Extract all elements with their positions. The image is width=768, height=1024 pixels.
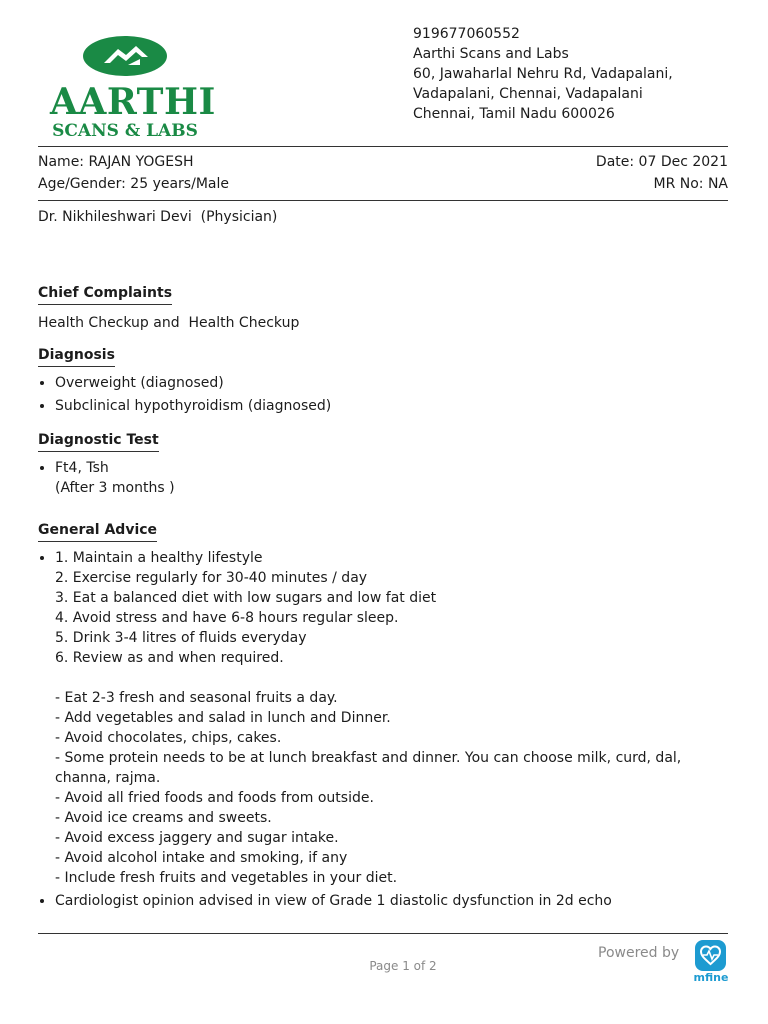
clinic-name: Aarthi Scans and Labs (413, 46, 569, 62)
patient-row-2 (38, 174, 728, 194)
blank-line (55, 668, 728, 688)
section-heading: Diagnostic Test (38, 430, 159, 452)
advice-line: - Avoid alcohol intake and smoking, if any (55, 850, 348, 866)
section-chief-complaints (38, 282, 728, 333)
footer-divider (38, 933, 728, 934)
section-diagnostic-test (38, 429, 728, 501)
clinic-logo (50, 35, 216, 143)
section-diagnosis (38, 344, 728, 419)
advice-line: 2. Exercise regularly for 30-40 minutes / day (55, 570, 368, 586)
patient-name: Name: RAJAN YOGESH (38, 154, 194, 170)
complaints-text: Health Checkup and Health Checkup (38, 315, 300, 331)
mfine-logo-icon (695, 940, 726, 971)
advice-line: 3. Eat a balanced diet with low sugars and low fat diet (55, 590, 437, 606)
clinic-address-line: 60, Jawaharlal Nehru Rd, Vadapalani, (413, 66, 673, 82)
section-heading: Diagnosis (38, 345, 115, 367)
advice-line: - Avoid chocolates, chips, cakes. (55, 730, 282, 746)
diagnosis-list (38, 373, 728, 416)
test-timing: (After 3 months ) (55, 480, 175, 496)
list-item (55, 548, 728, 888)
visit-date: Date: 07 Dec 2021 (595, 154, 728, 170)
clinic-phone: 919677060552 (413, 26, 520, 42)
logo-subtitle: SCANS & LABS (52, 121, 198, 141)
list-item (55, 891, 728, 911)
advice-line: 4. Avoid stress and have 6-8 hours regular sleep. (55, 610, 399, 626)
list-item: • Subclinical hypothyroidism (diagnosed) (55, 396, 728, 416)
list-item: • Overweight (diagnosed) (55, 373, 728, 393)
test-list (38, 458, 728, 498)
powered-by-label: Powered by (598, 945, 680, 961)
section-heading: Chief Complaints (38, 283, 172, 305)
advice-line: - Avoid all fried foods and foods from outside. (55, 790, 374, 806)
clinic-address-line: Chennai, Tamil Nadu 600026 (413, 106, 615, 122)
section-heading: General Advice (38, 520, 157, 542)
advice-line: - Include fresh fruits and vegetables in your diet. (55, 870, 398, 886)
patient-age-gender: Age/Gender: 25 years/Male (38, 176, 229, 192)
patient-row-1 (38, 152, 728, 172)
logo-emblem-icon (82, 35, 168, 77)
patient-divider (38, 200, 728, 201)
list-item (55, 458, 728, 498)
advice-list (38, 548, 728, 911)
logo-name: AARTHI (50, 81, 216, 123)
advice-line: 6. Review as and when required. (55, 650, 284, 666)
advice-line: • Cardiologist opinion advised in view of Grade 1 diastolic dysfunction in 2d echo (55, 893, 612, 909)
clinic-address-block (413, 24, 673, 124)
advice-line: - Avoid ice creams and sweets. (55, 810, 272, 826)
advice-line: - Eat 2-3 fresh and seasonal fruits a day. (55, 690, 338, 706)
advice-line: • 1. Maintain a healthy lifestyle (55, 550, 263, 566)
clinic-address-line: Vadapalani, Chennai, Vadapalani (413, 86, 643, 102)
advice-line: - Some protein needs to be at lunch breakfast and dinner. You can choose milk, curd, dal, channa, rajma. (55, 750, 686, 786)
mr-number: MR No: NA (653, 176, 728, 192)
header-divider (38, 146, 728, 147)
advice-line: - Add vegetables and salad in lunch and Dinner. (55, 710, 391, 726)
mfine-label: mfine (693, 971, 729, 984)
advice-line: - Avoid excess jaggery and sugar intake. (55, 830, 339, 846)
advice-line: 5. Drink 3-4 litres of fluids everyday (55, 630, 307, 646)
test-name: • Ft4, Tsh (55, 460, 109, 476)
doctor-name: Dr. Nikhileshwari Devi (Physician) (38, 209, 278, 225)
section-general-advice (38, 519, 728, 914)
page-number: Page 1 of 2 (369, 959, 437, 973)
